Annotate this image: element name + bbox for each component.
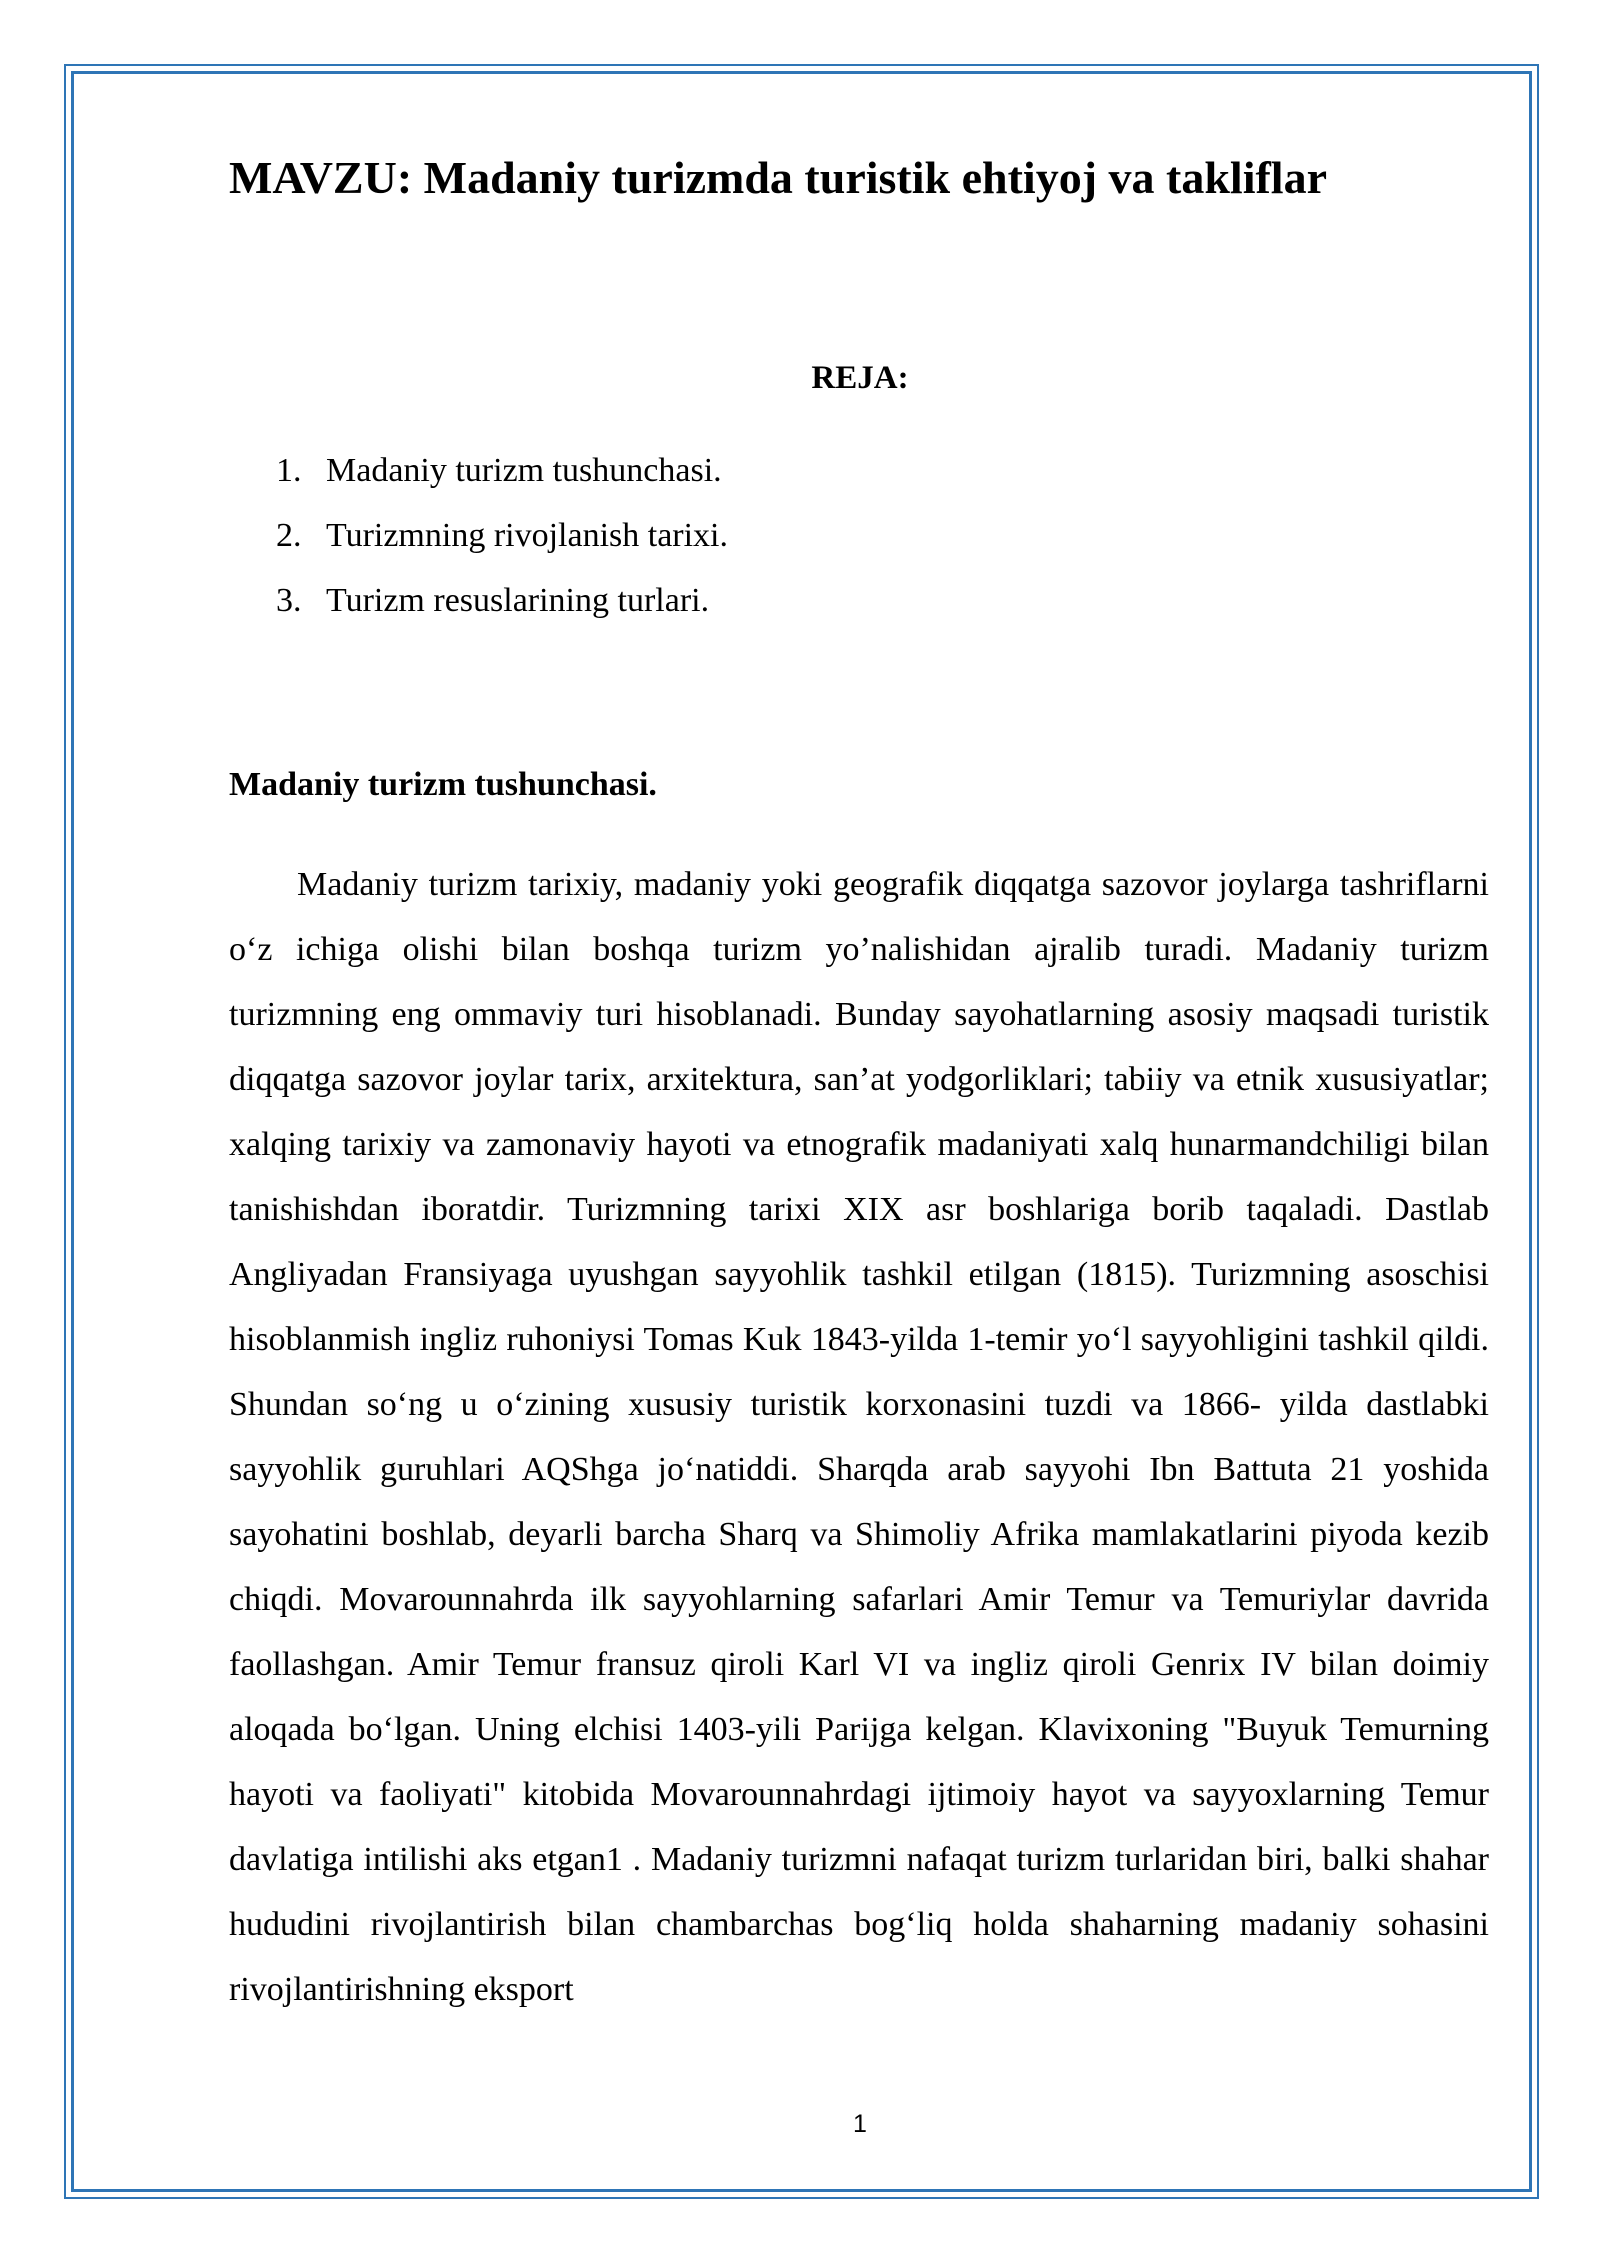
- document-title: MAVZU: Madaniy turizmda turistik ehtiyoj va takliflar: [229, 152, 1328, 203]
- plan-item-number: 1.: [276, 452, 302, 489]
- plan-item-text: Turizm resuslarining turlari.: [326, 582, 710, 619]
- plan-item-number: 3.: [276, 582, 302, 619]
- body-paragraph: Madaniy turizm tarixiy, madaniy yoki geografik diqqatga sazovor joylarga tashriflarni o‘z ichiga olishi bilan boshqa turizm yo’nalishidan ajralib turadi. Madaniy turizm turizmning eng ommaviy turi hisoblanadi. Bunday sayohatlarning asosiy maqsadi turistik diqqatga sazovor joylar tarix, arxitektura, san’at yodgorliklari; tabiiy va etnik xususiyatlar; xalqing tarixiy va zamonaviy hayoti va etnografik madaniyati xalq hunarmandchiligi bilan tanishishdan iboratdir. Turizmning tarixi XIX asr boshlariga borib taqaladi. Dastlab Angliyadan Fransiyaga uyushgan sayyohlik tashkil etilgan (1815). Turizmning asoschisi hisoblanmish ingliz ruhoniysi Tomas Kuk 1843-yilda 1-temir yo‘l sayyohligini tashkil qildi. Shundan so‘ng u o‘zining xususiy turistik korxonasini tuzdi va 1866- yilda dastlabki sayyohlik guruhlari AQShga jo‘natiddi. Sharqda arab sayyohi Ibn Battuta 21 yoshida sayohatini boshlab, deyarli barcha Sharq va Shimoliy Afrika mamlakatlarini piyoda kezib chiqdi. Movarounnahrda ilk sayyohlarning safarlari Amir Temur va Temuriylar davrida faollashgan. Amir Temur fransuz qiroli Karl VI va ingliz qiroli Genrix IV bilan doimiy aloqada bo‘lgan. Uning elchisi 1403-yili Parijga kelgan. Klavixoning "Buyuk Temurning hayoti va faoliyati" kitobida Movarounnahrdagi ijtimoiy hayot va sayyoxlarning Temur davlatiga intilishi aks etgan1 . Madaniy turizmni nafaqat turizm turlaridan biri, balki shahar hududini rivojlantirish bilan chambarchas bog‘liq holda shaharning madaniy sohasini rivojlantirishning eksport: [229, 866, 1489, 2008]
- plan-item-text: Turizmning rivojlanish tarixi.: [326, 517, 729, 554]
- plan-heading: REJA:: [811, 360, 909, 396]
- plan-item-number: 2.: [276, 517, 302, 554]
- section-heading: Madaniy turizm tushunchasi.: [229, 766, 657, 803]
- page-number: 1: [853, 2110, 867, 2138]
- plan-list: [276, 446, 728, 641]
- plan-item: [276, 511, 728, 576]
- plan-item: [276, 446, 728, 511]
- plan-item-text: Madaniy turizm tushunchasi.: [326, 452, 722, 489]
- plan-item: [276, 576, 728, 641]
